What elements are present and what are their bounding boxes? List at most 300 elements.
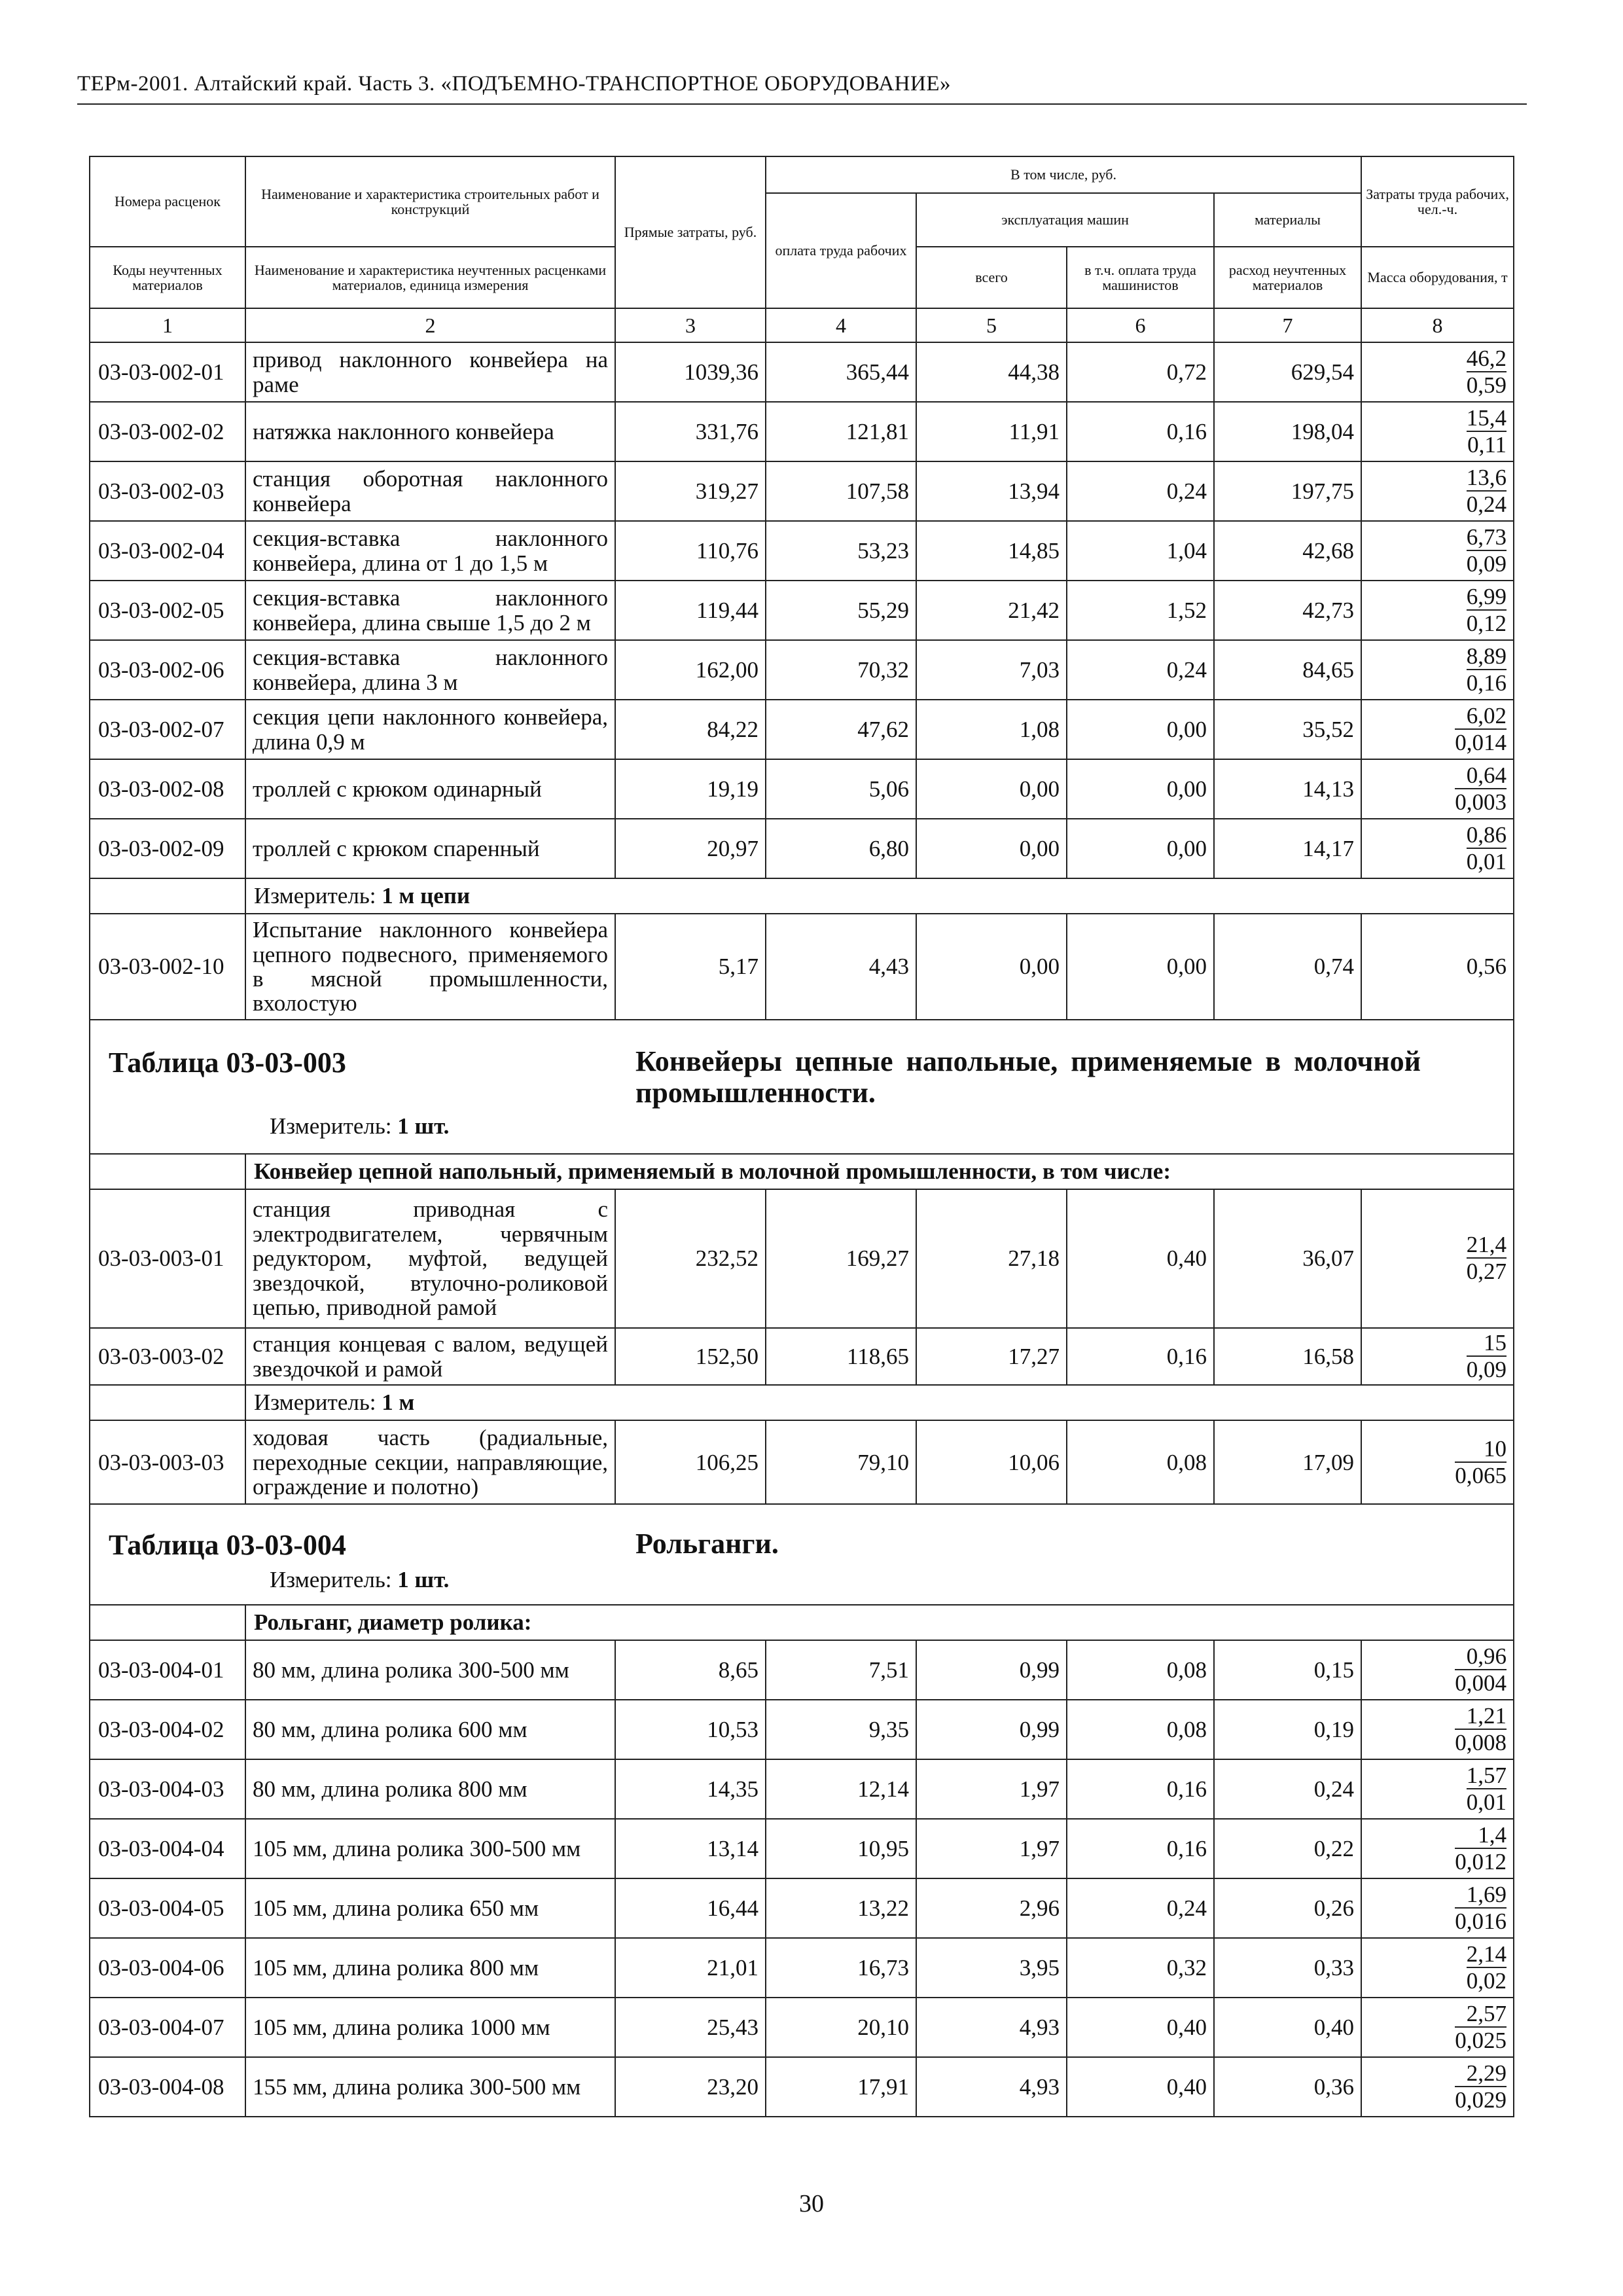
col-num: 8: [1361, 308, 1514, 342]
meter-row: [90, 1385, 1514, 1420]
labor-hours: 1,57: [1466, 1763, 1507, 1789]
table-row: [90, 914, 1514, 1020]
rate-code: 03-03-003-01: [90, 1189, 245, 1328]
machines-total: 0,00: [916, 819, 1067, 878]
direct-cost: 84,22: [615, 700, 766, 759]
meter-row: [90, 878, 1514, 914]
table-row: [90, 342, 1514, 402]
equipment-mass: 0,01: [1466, 848, 1507, 874]
col-machines: эксплуатация машин: [916, 193, 1214, 247]
col-direct: Прямые затраты, руб.: [615, 156, 766, 308]
rate-code: 03-03-004-04: [90, 1819, 245, 1878]
machines-total: 1,97: [916, 1819, 1067, 1878]
work-name: 105 мм, длина ролика 300-500 мм: [245, 1819, 615, 1878]
rate-code: 03-03-003-03: [90, 1420, 245, 1504]
direct-cost: 23,20: [615, 2057, 766, 2117]
machines-total: 1,08: [916, 700, 1067, 759]
materials-cost: 197,75: [1214, 461, 1361, 521]
equipment-mass: 0,016: [1455, 1909, 1507, 1935]
col-machines-labor: в т.ч. оплата труда машинистов: [1067, 247, 1214, 308]
table-row: [90, 1420, 1514, 1504]
materials-cost: 0,36: [1214, 2057, 1361, 2117]
labor-pay: 6,80: [766, 819, 916, 878]
labor-mass-cell: [1361, 1878, 1514, 1938]
machines-labor: 1,52: [1067, 581, 1214, 640]
table-row: [90, 1759, 1514, 1819]
labor-mass-fraction: [1455, 1823, 1507, 1873]
labor-mass-fraction: [1455, 1645, 1507, 1695]
labor-mass-fraction: [1467, 823, 1507, 873]
machines-total: 4,93: [916, 1998, 1067, 2057]
col-num: 5: [916, 308, 1067, 342]
work-name: 105 мм, длина ролика 800 мм: [245, 1938, 615, 1998]
machines-labor: 0,00: [1067, 819, 1214, 878]
machines-labor: 0,40: [1067, 1998, 1214, 2057]
labor-mass-cell: [1361, 581, 1514, 640]
table-row: [90, 581, 1514, 640]
materials-cost: 0,19: [1214, 1700, 1361, 1759]
machines-total: 1,97: [916, 1759, 1067, 1819]
equipment-mass: 0,02: [1466, 1968, 1507, 1994]
machines-total: 13,94: [916, 461, 1067, 521]
labor-mass-fraction: [1467, 347, 1507, 397]
group-row: [90, 1605, 1514, 1640]
rate-code: 03-03-002-08: [90, 759, 245, 819]
machines-total: 0,99: [916, 1700, 1067, 1759]
labor-pay: 55,29: [766, 581, 916, 640]
labor-mass-fraction: [1467, 585, 1507, 635]
group-title: Конвейер цепной напольный, применяемый в молочной промышленности, в том числе:: [245, 1154, 1514, 1189]
direct-cost: 106,25: [615, 1420, 766, 1504]
labor-mass-fraction: [1467, 645, 1507, 694]
labor-mass-cell: [1361, 819, 1514, 878]
table-title: [109, 1046, 1503, 1108]
header-rule: [77, 103, 1527, 105]
table-title-cell: [90, 1020, 1514, 1154]
table-title: [109, 1528, 1503, 1562]
machines-total: 21,42: [916, 581, 1067, 640]
table-row: [90, 759, 1514, 819]
labor-mass-cell: [1361, 342, 1514, 402]
labor-mass-cell: [1361, 1759, 1514, 1819]
col-materials: материалы: [1214, 193, 1361, 247]
meter-line: [270, 1113, 1503, 1139]
labor-hours: 6,73: [1466, 524, 1507, 550]
materials-cost: 14,17: [1214, 819, 1361, 878]
direct-cost: 14,35: [615, 1759, 766, 1819]
labor-pay: 79,10: [766, 1420, 916, 1504]
table-title-row: [90, 1020, 1514, 1154]
equipment-mass: 0,01: [1466, 1789, 1507, 1816]
work-name: станция оборотная наклонного конвейера: [245, 461, 615, 521]
materials-cost: 42,73: [1214, 581, 1361, 640]
meter-value: 1 м цепи: [382, 883, 471, 908]
meter-cell: [245, 1385, 1514, 1420]
machines-labor: 0,08: [1067, 1640, 1214, 1700]
labor-hours: 1,21: [1455, 1704, 1507, 1730]
meter-label: Измеритель:: [270, 1113, 392, 1139]
machines-labor: 0,40: [1067, 1189, 1214, 1328]
equipment-mass: 0,56: [1466, 954, 1507, 980]
labor-mass-cell: [1361, 759, 1514, 819]
col-num: 4: [766, 308, 916, 342]
machines-labor: 0,16: [1067, 1759, 1214, 1819]
table-row: [90, 1328, 1514, 1385]
labor-mass-cell: [1361, 914, 1514, 1020]
rate-code: 03-03-002-09: [90, 819, 245, 878]
labor-hours: 0,86: [1466, 821, 1507, 848]
materials-cost: 17,09: [1214, 1420, 1361, 1504]
col-num: 1: [90, 308, 245, 342]
col-machines-total: всего: [916, 247, 1067, 308]
direct-cost: 5,17: [615, 914, 766, 1020]
direct-cost: 1039,36: [615, 342, 766, 402]
page-number: 30: [799, 2190, 824, 2217]
labor-mass-fraction: [1467, 406, 1507, 456]
col-labor: оплата труда рабочих: [766, 193, 916, 308]
table-title-cell: [90, 1504, 1514, 1605]
labor-mass-fraction: [1455, 2002, 1507, 2052]
work-name: секция-вставка наклонного конвейера, длина 3 м: [245, 640, 615, 700]
col-name-bottom: Наименование и характеристика неучтенных расценками материалов, единица измерения: [245, 247, 615, 308]
rate-code: 03-03-003-02: [90, 1328, 245, 1385]
materials-cost: 0,26: [1214, 1878, 1361, 1938]
labor-pay: 20,10: [766, 1998, 916, 2057]
rate-code: 03-03-004-08: [90, 2057, 245, 2117]
equipment-mass: 0,59: [1466, 372, 1507, 398]
labor-mass-cell: [1361, 700, 1514, 759]
col-materials-sub: расход неучтенных материалов: [1214, 247, 1361, 308]
labor-pay: 121,81: [766, 402, 916, 461]
labor-mass-fraction: [1467, 1331, 1507, 1381]
machines-labor: 0,00: [1067, 700, 1214, 759]
labor-pay: 10,95: [766, 1819, 916, 1878]
table-row: [90, 521, 1514, 581]
labor-hours: 10: [1455, 1437, 1507, 1463]
labor-mass-fraction: [1455, 1704, 1507, 1754]
direct-cost: 162,00: [615, 640, 766, 700]
equipment-mass: 0,24: [1466, 491, 1507, 517]
machines-total: 11,91: [916, 402, 1067, 461]
labor-hours: 6,02: [1455, 704, 1507, 730]
labor-pay: 118,65: [766, 1328, 916, 1385]
labor-hours: 21,4: [1466, 1232, 1507, 1258]
blank-cell: [90, 1154, 245, 1189]
labor-pay: 107,58: [766, 461, 916, 521]
equipment-mass: 0,014: [1455, 729, 1507, 755]
labor-mass-cell: [1361, 521, 1514, 581]
equipment-mass: 0,12: [1466, 610, 1507, 636]
machines-labor: 0,32: [1067, 1938, 1214, 1998]
labor-mass-fraction: [1467, 1764, 1507, 1814]
work-name: 80 мм, длина ролика 300-500 мм: [245, 1640, 615, 1700]
table-title-row: [90, 1504, 1514, 1605]
direct-cost: 10,53: [615, 1700, 766, 1759]
labor-pay: 17,91: [766, 2057, 916, 2117]
work-name: 105 мм, длина ролика 1000 мм: [245, 1998, 615, 2057]
meter-label: Измеритель:: [270, 1566, 392, 1592]
materials-cost: 35,52: [1214, 700, 1361, 759]
labor-mass-fraction: [1455, 764, 1507, 814]
materials-cost: 0,33: [1214, 1938, 1361, 1998]
blank-cell: [90, 1605, 245, 1640]
group-row: [90, 1154, 1514, 1189]
work-name: 155 мм, длина ролика 300-500 мм: [245, 2057, 615, 2117]
labor-pay: 365,44: [766, 342, 916, 402]
labor-pay: 169,27: [766, 1189, 916, 1328]
labor-mass-fraction: [1455, 2062, 1507, 2111]
machines-total: 3,95: [916, 1938, 1067, 1998]
labor-mass-cell: [1361, 1189, 1514, 1328]
equipment-mass: 0,025: [1455, 2028, 1507, 2054]
equipment-mass: 0,008: [1455, 1730, 1507, 1756]
table-row: [90, 1878, 1514, 1938]
labor-pay: 53,23: [766, 521, 916, 581]
materials-cost: 14,13: [1214, 759, 1361, 819]
table-name: Рольганги.: [635, 1527, 779, 1560]
work-name: Испытание наклонного конвейера цепного подвесного, применяемого в мясной промышленности, вхолостую: [245, 914, 615, 1020]
col-num: 6: [1067, 308, 1214, 342]
materials-cost: 84,65: [1214, 640, 1361, 700]
labor-hours: 2,57: [1455, 2002, 1507, 2028]
materials-cost: 0,24: [1214, 1759, 1361, 1819]
materials-cost: 0,40: [1214, 1998, 1361, 2057]
equipment-mass: 0,003: [1455, 789, 1507, 815]
labor-mass-cell: [1361, 2057, 1514, 2117]
equipment-mass: 0,065: [1455, 1462, 1507, 1488]
table-row: [90, 461, 1514, 521]
table-row: [90, 1938, 1514, 1998]
machines-total: 0,00: [916, 914, 1067, 1020]
work-name: 105 мм, длина ролика 650 мм: [245, 1878, 615, 1938]
meter-value: 1 шт.: [397, 1566, 450, 1592]
labor-pay: 12,14: [766, 1759, 916, 1819]
direct-cost: 110,76: [615, 521, 766, 581]
machines-total: 4,93: [916, 2057, 1067, 2117]
rate-code: 03-03-004-06: [90, 1938, 245, 1998]
direct-cost: 13,14: [615, 1819, 766, 1878]
col-labor-cost: Затраты труда рабочих, чел.-ч.: [1361, 156, 1514, 247]
direct-cost: 19,19: [615, 759, 766, 819]
direct-cost: 21,01: [615, 1938, 766, 1998]
machines-labor: 1,04: [1067, 521, 1214, 581]
direct-cost: 152,50: [615, 1328, 766, 1385]
machines-labor: 0,24: [1067, 461, 1214, 521]
col-num: 3: [615, 308, 766, 342]
machines-total: 27,18: [916, 1189, 1067, 1328]
labor-mass-fraction: [1467, 526, 1507, 575]
machines-total: 2,96: [916, 1878, 1067, 1938]
col-name-top: Наименование и характеристика строительных работ и конструкций: [245, 156, 615, 247]
col-incl: В том числе, руб.: [766, 156, 1361, 193]
labor-pay: 4,43: [766, 914, 916, 1020]
meter-value: 1 м: [382, 1390, 415, 1416]
rate-code: 03-03-004-02: [90, 1700, 245, 1759]
labor-hours: 2,29: [1455, 2062, 1507, 2087]
work-name: секция-вставка наклонного конвейера, длина свыше 1,5 до 2 м: [245, 581, 615, 640]
table-code: Таблица 03-03-003: [109, 1046, 346, 1079]
header-row-1: [90, 156, 1514, 193]
direct-cost: 16,44: [615, 1878, 766, 1938]
labor-mass-fraction: [1455, 1883, 1507, 1933]
materials-cost: 198,04: [1214, 402, 1361, 461]
machines-labor: 0,08: [1067, 1420, 1214, 1504]
labor-hours: 1,4: [1455, 1823, 1507, 1849]
table-row: [90, 640, 1514, 700]
labor-mass-fraction: [1467, 466, 1507, 516]
machines-total: 0,99: [916, 1640, 1067, 1700]
direct-cost: 319,27: [615, 461, 766, 521]
rate-code: 03-03-002-02: [90, 402, 245, 461]
meter-cell: [245, 878, 1514, 914]
equipment-mass: 0,029: [1455, 2087, 1507, 2113]
labor-mass-cell: [1361, 1328, 1514, 1385]
blank-cell: [90, 1385, 245, 1420]
labor-mass-cell: [1361, 461, 1514, 521]
direct-cost: 8,65: [615, 1640, 766, 1700]
direct-cost: 232,52: [615, 1189, 766, 1328]
col-code-top: Номера расценок: [90, 156, 245, 247]
machines-total: 14,85: [916, 521, 1067, 581]
work-name: троллей с крюком спаренный: [245, 819, 615, 878]
labor-hours: 0,96: [1455, 1645, 1507, 1670]
table-row: [90, 1189, 1514, 1328]
machines-labor: 0,72: [1067, 342, 1214, 402]
labor-hours: 6,99: [1466, 583, 1507, 609]
work-name: троллей с крюком одинарный: [245, 759, 615, 819]
machines-labor: 0,16: [1067, 1328, 1214, 1385]
materials-cost: 36,07: [1214, 1189, 1361, 1328]
labor-pay: 5,06: [766, 759, 916, 819]
page-header: ТЕРм-2001. Алтайский край. Часть 3. «ПОДЪЕМНО-ТРАНСПОРТНОЕ ОБОРУДОВАНИЕ»: [77, 72, 951, 96]
rate-code: 03-03-004-03: [90, 1759, 245, 1819]
direct-cost: 331,76: [615, 402, 766, 461]
materials-cost: 0,15: [1214, 1640, 1361, 1700]
rate-code: 03-03-002-03: [90, 461, 245, 521]
labor-hours: 8,89: [1466, 643, 1507, 669]
table-row: [90, 1700, 1514, 1759]
rate-code: 03-03-004-07: [90, 1998, 245, 2057]
rate-code: 03-03-004-01: [90, 1640, 245, 1700]
machines-labor: 0,16: [1067, 1819, 1214, 1878]
col-code-bottom: Коды неучтенных материалов: [90, 247, 245, 308]
equipment-mass: 0,004: [1455, 1670, 1507, 1696]
labor-mass-cell: [1361, 640, 1514, 700]
labor-mass-fraction: [1467, 1943, 1507, 1992]
work-name: 80 мм, длина ролика 600 мм: [245, 1700, 615, 1759]
labor-pay: 16,73: [766, 1938, 916, 1998]
work-name: станция концевая с валом, ведущей звездочкой и рамой: [245, 1328, 615, 1385]
labor-mass-cell: [1361, 1420, 1514, 1504]
work-name: 80 мм, длина ролика 800 мм: [245, 1759, 615, 1819]
labor-hours: 2,14: [1466, 1941, 1507, 1967]
col-mass: Масса оборудования, т: [1361, 247, 1514, 308]
labor-pay: 70,32: [766, 640, 916, 700]
table-name: Конвейеры цепные напольные, применяемые в молочной промышленности.: [635, 1045, 1421, 1109]
equipment-mass: 0,09: [1466, 1357, 1507, 1382]
work-name: секция-вставка наклонного конвейера, длина от 1 до 1,5 м: [245, 521, 615, 581]
labor-mass-cell: [1361, 1640, 1514, 1700]
rate-code: 03-03-002-10: [90, 914, 245, 1020]
machines-labor: 0,24: [1067, 1878, 1214, 1938]
meter-label: Измеритель:: [254, 883, 376, 908]
rate-code: 03-03-002-06: [90, 640, 245, 700]
equipment-mass: 0,09: [1466, 550, 1507, 577]
meter-value: 1 шт.: [397, 1113, 450, 1139]
labor-hours: 15: [1467, 1331, 1507, 1357]
materials-cost: 0,22: [1214, 1819, 1361, 1878]
labor-mass-cell: [1361, 1700, 1514, 1759]
labor-hours: 46,2: [1466, 345, 1507, 371]
direct-cost: 119,44: [615, 581, 766, 640]
work-name: секция цепи наклонного конвейера, длина 0,9 м: [245, 700, 615, 759]
work-name: станция приводная с электродвигателем, червячным редуктором, муфтой, ведущей звездочкой, втулочно-роликовой цепью, приводной рамой: [245, 1189, 615, 1328]
materials-cost: 629,54: [1214, 342, 1361, 402]
rate-code: 03-03-002-05: [90, 581, 245, 640]
labor-mass-cell: [1361, 1938, 1514, 1998]
rate-code: 03-03-002-04: [90, 521, 245, 581]
materials-cost: 0,74: [1214, 914, 1361, 1020]
machines-total: 44,38: [916, 342, 1067, 402]
table-row: [90, 1998, 1514, 2057]
labor-hours: 15,4: [1466, 404, 1507, 431]
col-num: 7: [1214, 308, 1361, 342]
table-row: [90, 1819, 1514, 1878]
direct-cost: 20,97: [615, 819, 766, 878]
price-table: [89, 156, 1514, 2117]
machines-labor: 0,00: [1067, 759, 1214, 819]
labor-pay: 47,62: [766, 700, 916, 759]
table-row: [90, 1640, 1514, 1700]
labor-mass-cell: [1361, 1998, 1514, 2057]
rate-code: 03-03-004-05: [90, 1878, 245, 1938]
group-title: Рольганг, диаметр ролика:: [245, 1605, 1514, 1640]
equipment-mass: 0,012: [1455, 1849, 1507, 1875]
materials-cost: 16,58: [1214, 1328, 1361, 1385]
direct-cost: 25,43: [615, 1998, 766, 2057]
meter-label: Измеритель:: [254, 1390, 376, 1416]
col-num: 2: [245, 308, 615, 342]
rate-code: 03-03-002-07: [90, 700, 245, 759]
labor-mass-cell: [1361, 1819, 1514, 1878]
machines-total: 10,06: [916, 1420, 1067, 1504]
machines-labor: 0,00: [1067, 914, 1214, 1020]
table-row: [90, 819, 1514, 878]
work-name: привод наклонного конвейера на раме: [245, 342, 615, 402]
equipment-mass: 0,11: [1467, 431, 1507, 457]
machines-total: 0,00: [916, 759, 1067, 819]
labor-mass-cell: [1361, 402, 1514, 461]
equipment-mass: 0,16: [1466, 670, 1507, 696]
equipment-mass: 0,27: [1466, 1259, 1507, 1285]
work-name: натяжка наклонного конвейера: [245, 402, 615, 461]
column-numbers-row: [90, 308, 1514, 342]
materials-cost: 42,68: [1214, 521, 1361, 581]
labor-hours: 1,69: [1455, 1883, 1507, 1909]
machines-total: 17,27: [916, 1328, 1067, 1385]
machines-labor: 0,24: [1067, 640, 1214, 700]
meter-line: [270, 1567, 1503, 1593]
work-name: ходовая часть (радиальные, переходные секции, направляющие, ограждение и полотно): [245, 1420, 615, 1504]
table-code: Таблица 03-03-004: [109, 1528, 346, 1561]
labor-mass-fraction: [1455, 1437, 1507, 1487]
labor-hours: 0,64: [1455, 764, 1507, 789]
labor-hours: 13,6: [1466, 464, 1507, 490]
labor-pay: 9,35: [766, 1700, 916, 1759]
rate-code: 03-03-002-01: [90, 342, 245, 402]
labor-mass-fraction: [1455, 704, 1507, 754]
machines-total: 7,03: [916, 640, 1067, 700]
